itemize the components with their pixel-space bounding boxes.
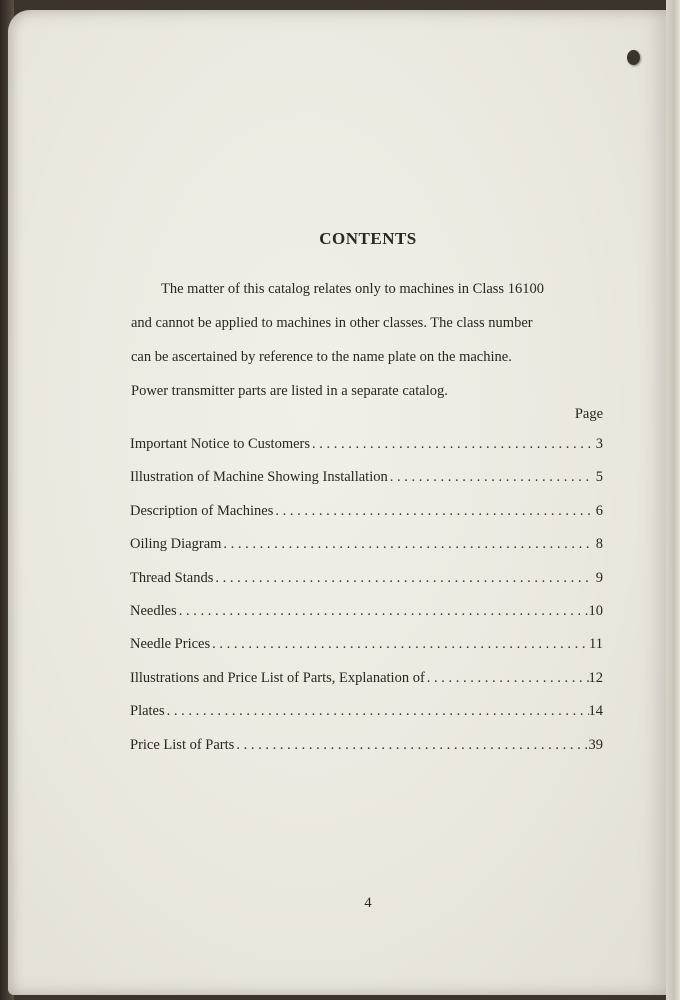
catalog-page xyxy=(8,10,668,995)
toc-entry-title: Thread Stands xyxy=(130,569,214,586)
page-edge xyxy=(666,0,680,1000)
toc-leader-dots xyxy=(425,670,589,687)
toc-entry-page: 9 xyxy=(595,569,603,586)
toc-leader-dots xyxy=(310,436,591,453)
toc-entry-page: 3 xyxy=(595,436,603,452)
toc-entry-title: Illustration of Machine Showing Installation xyxy=(130,469,388,486)
toc-leader-dots xyxy=(388,469,591,486)
toc-entry-page: 5 xyxy=(595,469,603,486)
intro-line-2: and cannot be applied to machines in other classes. The class number xyxy=(131,315,533,331)
toc-entry xyxy=(130,570,603,603)
toc-leader-dots xyxy=(177,603,589,620)
toc-entry xyxy=(130,603,603,636)
page-title: CONTENTS xyxy=(319,229,417,248)
page-number: 4 xyxy=(364,895,372,911)
toc-entry-title: Needles xyxy=(130,602,177,619)
toc-entry-title: Price List of Parts xyxy=(130,736,235,753)
toc-entry-page: 39 xyxy=(588,736,603,753)
toc-entry-page: 6 xyxy=(595,502,603,519)
toc-entry-title: Needle Prices xyxy=(130,636,211,653)
toc-entry-title: Important Notice to Customers xyxy=(130,436,311,452)
intro-line-1: The matter of this catalog relates only to machines in Class 16100 xyxy=(161,281,544,297)
intro-line-4: Power transmitter parts are listed in a separate catalog. xyxy=(131,383,448,399)
toc-entry xyxy=(130,536,603,569)
toc-entry-page: 14 xyxy=(588,703,603,720)
punch-hole xyxy=(627,50,640,65)
toc-entry-page: 12 xyxy=(588,669,603,686)
toc-leader-dots xyxy=(165,703,589,720)
toc-entry xyxy=(130,469,603,502)
page-column-heading: Page xyxy=(574,406,603,422)
toc-leader-dots xyxy=(213,570,591,587)
toc-entry xyxy=(130,503,603,536)
toc-leader-dots xyxy=(210,636,589,653)
intro-line-3: can be ascertained by reference to the name plate on the machine. xyxy=(131,349,512,365)
toc-entry xyxy=(130,703,603,736)
toc-entry-title: Plates xyxy=(130,703,165,720)
toc-leader-dots xyxy=(221,536,591,553)
table-of-contents xyxy=(130,436,603,770)
toc-entry xyxy=(130,636,603,669)
toc-entry-page: 8 xyxy=(595,536,603,553)
toc-entry-page: 11 xyxy=(589,636,603,653)
toc-leader-dots xyxy=(273,503,591,520)
toc-entry-title: Illustrations and Price List of Parts, Explanation of xyxy=(130,669,425,686)
toc-entry-title: Oiling Diagram xyxy=(130,536,222,553)
toc-entry xyxy=(130,670,603,703)
toc-entry-title: Description of Machines xyxy=(130,502,274,519)
intro-paragraph xyxy=(131,272,603,408)
toc-entry xyxy=(130,737,603,770)
toc-entry xyxy=(130,436,603,469)
toc-leader-dots xyxy=(234,737,588,754)
toc-entry-page: 10 xyxy=(588,602,603,619)
